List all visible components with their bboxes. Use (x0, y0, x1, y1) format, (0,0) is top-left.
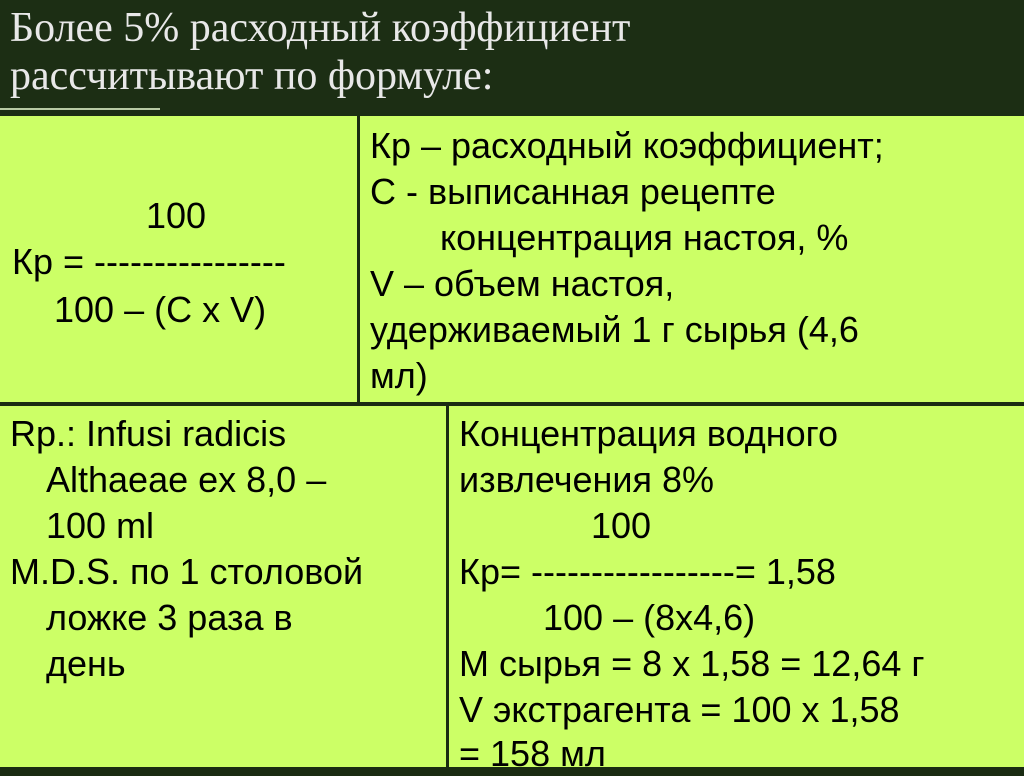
calc-line-2: извлечения 8% (459, 459, 715, 500)
recipe-line-3: 100 ml (46, 505, 155, 546)
formula-cell (0, 116, 357, 402)
recipe-line-2: Althaeae ex 8,0 – (46, 459, 327, 500)
legend-cell (360, 116, 1024, 402)
title-underline (0, 108, 160, 110)
legend-line-5: удерживаемый 1 г сырья (4,6 (370, 309, 859, 350)
legend-line-3: концентрация настоя, % (440, 217, 849, 258)
recipe-cell (0, 406, 446, 767)
calc-mass: М сырья = 8 х 1,58 = 12,64 г (459, 643, 925, 684)
legend-line-2: С - выписанная рецепте (370, 171, 776, 212)
formula-denominator: 100 – (С х V) (54, 289, 267, 330)
calc-lhs: Кр= -----------------= 1,58 (459, 551, 836, 592)
slide-header (0, 0, 1024, 116)
slide-title (10, 4, 630, 100)
legend-line-4: V – объем настоя, (370, 263, 675, 304)
formula-lhs: Кр = ---------------- (12, 241, 286, 282)
recipe-line-1: Rp.: Infusi radicis (10, 413, 287, 454)
recipe-line-5: ложке 3 раза в (46, 597, 293, 638)
calc-result: = 158 мл (459, 733, 606, 774)
title-line-2: рассчитывают по формуле: (10, 53, 494, 99)
formula-numerator: 100 (146, 195, 207, 236)
calc-numerator: 100 (591, 505, 652, 546)
legend-line-1: Кр – расходный коэффициент; (370, 125, 884, 166)
calc-denominator: 100 – (8х4,6) (543, 597, 756, 638)
recipe-line-6: день (46, 643, 126, 684)
calc-line-1: Концентрация водного (459, 413, 838, 454)
title-line-1: Более 5% расходный коэффициент (10, 5, 631, 51)
legend-line-6: мл) (370, 355, 428, 396)
calc-extractant: V экстрагента = 100 х 1,58 (459, 689, 900, 730)
recipe-line-4: M.D.S. по 1 столовой (10, 551, 364, 592)
calculation-cell (449, 406, 1024, 774)
